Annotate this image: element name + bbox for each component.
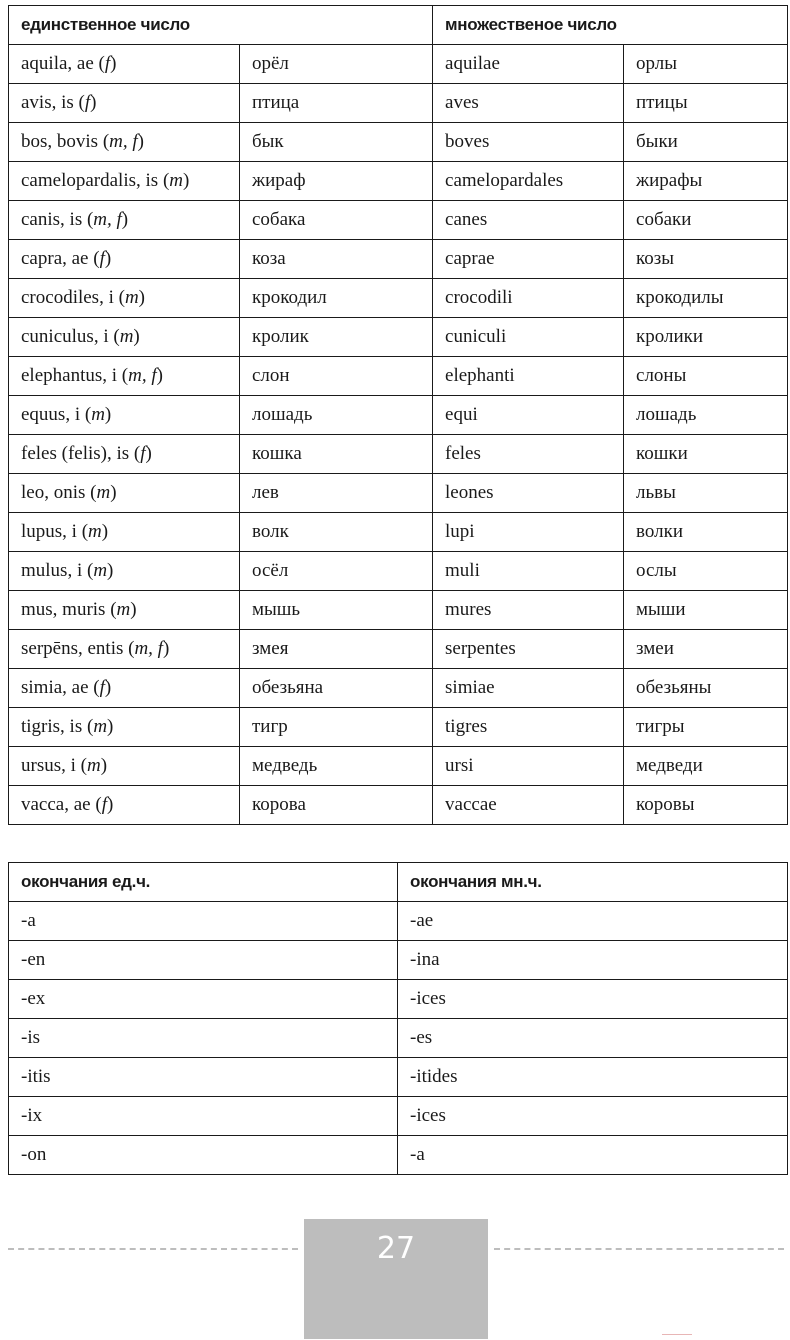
gender-mark: f [104,53,111,74]
endings-header-row [9,863,788,902]
latin-singular: avis, is [21,92,74,113]
russian-singular: змея [240,630,433,669]
latin-singular: crocodiles, i [21,287,114,308]
latin-singular-cell: canis, is (m, f) [9,201,240,240]
ending-plural: -ae [398,902,788,941]
gender-mark: f [99,677,105,698]
latin-singular-cell: elephantus, i (m, f) [9,357,240,396]
russian-singular: осёл [240,552,433,591]
latin-singular-cell: crocodiles, i (m) [9,279,240,318]
latin-singular: tigris, is [21,716,83,737]
russian-plural: орлы [624,45,788,84]
latin-singular-cell: bos, bovis (m, f) [9,123,240,162]
gender-mark: f [140,443,146,464]
header-endings-singular: окончания ед.ч. [9,863,398,902]
table-row [9,669,788,708]
gender-mark: m [88,521,102,542]
page-number: 27 [376,1231,416,1266]
russian-plural: жирафы [624,162,788,201]
table-row [9,240,788,279]
gender-mark: f [84,92,91,113]
latin-singular-cell: camelopardalis, is (m) [9,162,240,201]
latin-singular: lupus, i [21,521,77,542]
ending-plural: -a [398,1136,788,1175]
latin-singular: aquila, ae [21,53,94,74]
latin-plural: vaccae [433,786,624,825]
table-row [9,708,788,747]
latin-plural: equi [433,396,624,435]
russian-plural: волки [624,513,788,552]
latin-plural: caprae [433,240,624,279]
russian-singular: орёл [240,45,433,84]
header-singular: единственное число [9,6,433,45]
ending-singular: -ex [9,980,398,1019]
russian-singular: бык [240,123,433,162]
gender-mark: f [99,248,105,269]
latin-singular: capra, ae [21,248,89,269]
latin-singular-cell: mus, muris (m) [9,591,240,630]
latin-plural: elephanti [433,357,624,396]
ending-singular: -on [9,1136,398,1175]
latin-plural: camelopardales [433,162,624,201]
gender-mark: m [93,560,108,581]
latin-singular: simia, ae [21,677,89,698]
latin-plural: cuniculi [433,318,624,357]
russian-plural: быки [624,123,788,162]
table-row [9,591,788,630]
gender-mark: m, f [93,209,122,230]
russian-plural: коровы [624,786,788,825]
latin-plural: tigres [433,708,624,747]
russian-singular: тигр [240,708,433,747]
russian-singular: лев [240,474,433,513]
latin-plural: lupi [433,513,624,552]
russian-singular: слон [240,357,433,396]
russian-plural: слоны [624,357,788,396]
latin-singular: camelopardalis, is [21,170,159,191]
latin-plural: serpentes [433,630,624,669]
ending-singular: -itis [9,1058,398,1097]
table-row [9,786,788,825]
latin-singular: bos, bovis [21,131,99,152]
latin-singular-cell: equus, i (m) [9,396,240,435]
latin-singular: equus, i [21,404,81,425]
header-plural: множественое число [433,6,788,45]
latin-singular-cell: feles (felis), is (f) [9,435,240,474]
latin-singular-cell: avis, is (f) [9,84,240,123]
latin-singular-cell: aquila, ae (f) [9,45,240,84]
latin-plural: mures [433,591,624,630]
latin-singular: mus, muris [21,599,106,620]
russian-plural: змеи [624,630,788,669]
latin-singular: cuniculus, i [21,326,109,347]
russian-plural: тигры [624,708,788,747]
latin-plural: boves [433,123,624,162]
latin-plural: ursi [433,747,624,786]
gender-mark: m [91,404,105,425]
russian-plural: крокодилы [624,279,788,318]
russian-plural: обезьяны [624,669,788,708]
latin-singular: serpēns, entis [21,638,124,659]
russian-singular: мышь [240,591,433,630]
russian-plural: козы [624,240,788,279]
latin-singular: mulus, i [21,560,83,581]
latin-singular-cell: vacca, ae (f) [9,786,240,825]
russian-singular: обезьяна [240,669,433,708]
russian-singular: крокодил [240,279,433,318]
ending-singular: -a [9,902,398,941]
latin-plural: simiae [433,669,624,708]
russian-singular: коза [240,240,433,279]
table-row [9,747,788,786]
latin-singular-cell: leo, onis (m) [9,474,240,513]
latin-singular-cell: simia, ae (f) [9,669,240,708]
gender-mark: m, f [109,131,138,152]
russian-plural: кролики [624,318,788,357]
table-row [9,1019,788,1058]
table-row [9,201,788,240]
gender-mark: m [86,755,101,776]
russian-singular: волк [240,513,433,552]
table-row [9,123,788,162]
russian-plural: птицы [624,84,788,123]
latin-plural: crocodili [433,279,624,318]
russian-singular: кролик [240,318,433,357]
gender-mark: m [169,170,183,191]
table-row [9,630,788,669]
russian-plural: кошки [624,435,788,474]
ending-singular: -is [9,1019,398,1058]
russian-plural: львы [624,474,788,513]
latin-singular: ursus, i [21,755,76,776]
latin-singular: canis, is [21,209,83,230]
ending-plural: -ices [398,1097,788,1136]
latin-singular-cell: ursus, i (m) [9,747,240,786]
footer-dash-left [8,1248,298,1250]
latin-plural: leones [433,474,624,513]
table-row [9,1058,788,1097]
latin-singular-cell: mulus, i (m) [9,552,240,591]
latin-plural: aves [433,84,624,123]
gender-mark: m [116,599,131,620]
russian-plural: собаки [624,201,788,240]
nouns-table [8,5,788,825]
latin-singular: feles (felis), is [21,443,130,464]
russian-plural: мыши [624,591,788,630]
russian-singular: корова [240,786,433,825]
ending-plural: -itides [398,1058,788,1097]
russian-singular: медведь [240,747,433,786]
table-row [9,45,788,84]
russian-singular: жираф [240,162,433,201]
russian-singular: лошадь [240,396,433,435]
table-row [9,84,788,123]
table-row [9,357,788,396]
latin-singular: elephantus, i [21,365,118,386]
table-row [9,941,788,980]
gender-mark: f [101,794,107,815]
latin-singular: leo, onis [21,482,86,503]
ending-singular: -ix [9,1097,398,1136]
footer-dash-right [494,1248,784,1250]
table-row [9,1136,788,1175]
table-row [9,474,788,513]
table-row [9,162,788,201]
ending-plural: -es [398,1019,788,1058]
endings-table [8,862,788,1175]
latin-singular-cell: capra, ae (f) [9,240,240,279]
table-row [9,396,788,435]
gender-mark: m, f [134,638,163,659]
crop-mark [662,1334,692,1340]
page-number-box [304,1219,488,1339]
latin-plural: canes [433,201,624,240]
russian-singular: птица [240,84,433,123]
latin-singular-cell: tigris, is (m) [9,708,240,747]
table-row [9,902,788,941]
table-row [9,318,788,357]
russian-singular: собака [240,201,433,240]
gender-mark: m [124,287,139,308]
table-row [9,435,788,474]
table-row [9,552,788,591]
latin-singular-cell: serpēns, entis (m, f) [9,630,240,669]
russian-plural: ослы [624,552,788,591]
russian-singular: кошка [240,435,433,474]
latin-singular-cell: lupus, i (m) [9,513,240,552]
ending-singular: -en [9,941,398,980]
gender-mark: m, f [128,365,157,386]
table-row [9,980,788,1019]
ending-plural: -ices [398,980,788,1019]
latin-singular: vacca, ae [21,794,91,815]
gender-mark: m [93,716,108,737]
russian-plural: медведи [624,747,788,786]
table-row [9,279,788,318]
header-endings-plural: окончания мн.ч. [398,863,788,902]
latin-plural: muli [433,552,624,591]
ending-plural: -ina [398,941,788,980]
russian-plural: лошадь [624,396,788,435]
latin-plural: feles [433,435,624,474]
table-row [9,1097,788,1136]
nouns-header-row [9,6,788,45]
gender-mark: m [96,482,111,503]
gender-mark: m [119,326,134,347]
latin-plural: aquilae [433,45,624,84]
table-row [9,513,788,552]
latin-singular-cell: cuniculus, i (m) [9,318,240,357]
